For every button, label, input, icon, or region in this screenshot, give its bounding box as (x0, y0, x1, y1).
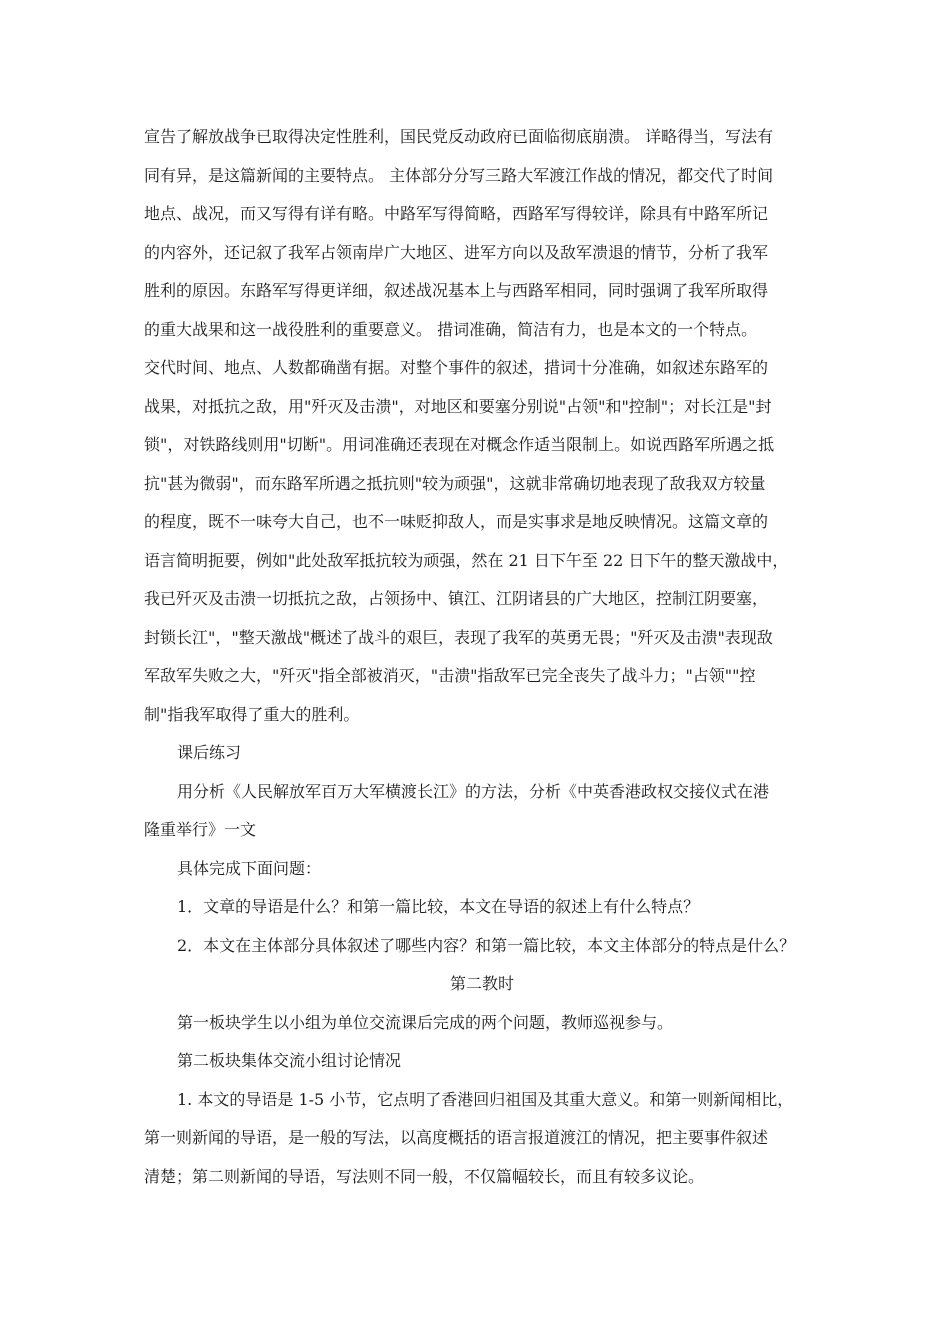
body-text-line: 的程度，既不一味夸大自己，也不一味贬抑敌人，而是实事求是地反映情况。这篇文章的 (144, 512, 769, 531)
exercise-intro: 用分析《人民解放军百万大军横渡长江》的方法，分析《中英香港政权交接仪式在港 (177, 781, 770, 801)
body-text-line: 军敌军失败之大，"歼灭"指全部被消灭，"击溃"指敌军已完全丧失了战斗力；"占领""控 (144, 666, 756, 685)
body-text-line: 的内容外，还记叙了我军占领南岸广大地区、进军方向以及敌军溃退的情节，分析了我军 (144, 242, 769, 262)
exercise-intro-continued: 隆重举行》一文 (144, 820, 257, 839)
body-text-line: 宣告了解放战争已取得决定性胜利，国民党反动政府已面临彻底崩溃。 详略得当，写法有 (144, 127, 774, 146)
body-text-line: 同有异，是这篇新闻的主要特点。 主体部分分写三路大军渡江作战的情况，都交代了时间 (144, 165, 774, 185)
answer-line: 第一则新闻的导语，是一般的写法，以高度概括的语言报道渡江的情况，把主要事件叙述 (144, 1128, 769, 1147)
body-text-line: 地点、战况，而又写得有详有略。中路军写得简略，西路军写得较详，除具有中路军所记 (144, 204, 769, 223)
body-text-line: 锁"，对铁路线则用"切断"。用词准确还表现在对概念作适当限制上。如说西路军所遇之抵 (144, 435, 775, 454)
body-text-line: 封锁长江"，"整天激战"概述了战斗的艰巨，表现了我军的英勇无畏；"歼灭及击溃"表现敌 (144, 627, 773, 647)
body-text-line: 的重大战果和这一战役胜利的重要意义。 措词准确，简洁有力，也是本文的一个特点。 (144, 319, 758, 339)
exercise-heading: 课后练习 (177, 743, 242, 762)
question-1: 1．文章的导语是什么？和第一篇比较，本文在导语的叙述上有什么特点？ (177, 897, 700, 916)
block-2-text: 第二板块集体交流小组讨论情况 (177, 1051, 402, 1070)
question-2: 2．本文在主体部分具体叙述了哪些内容？和第一篇比较，本文主体部分的特点是什么？ (177, 935, 796, 955)
exercise-task: 具体完成下面问题： (177, 858, 322, 878)
answer-line: 清楚；第二则新闻的导语，写法则不同一般，不仅篇幅较长，而且有较多议论。 (144, 1166, 705, 1186)
section-title: 第二教时 (449, 974, 514, 993)
body-text-line: 抗"甚为微弱"，而东路军所遇之抵抗则"较为顽强"，这就非常确切地表现了敌我双方较量 (144, 473, 766, 493)
body-text-line: 胜利的原因。东路军写得更详细，叙述战况基本上与西路军相同，同时强调了我军所取得 (144, 281, 769, 300)
body-text-line: 交代时间、地点、人数都确凿有据。对整个事件的叙述，措词十分准确，如叙述东路军的 (144, 358, 769, 377)
body-text-line: 制"指我军取得了重大的胜利。 (144, 704, 360, 724)
body-text-line: 语言简明扼要，例如"此处敌军抵抗较为顽强，然在 21 日下午至 22 日下午的整天激战中， (144, 550, 789, 570)
answer-line: 1. 本文的导语是 1-5 小节，它点明了香港回归祖国及其重大意义。和第一则新闻相比， (177, 1089, 794, 1109)
body-text-line: 我已歼灭及击溃一切抵抗之敌，占领扬中、镇江、江阴诸县的广大地区，控制江阴要塞， (144, 589, 769, 608)
document-page (144, 118, 820, 1196)
block-1-text: 第一板块学生以小组为单位交流课后完成的两个问题，教师巡视参与。 (177, 1012, 674, 1032)
body-text-line: 战果，对抵抗之敌，用"歼灭及击溃"，对地区和要塞分别说"占领"和"控制"；对长江是"封 (144, 396, 772, 416)
